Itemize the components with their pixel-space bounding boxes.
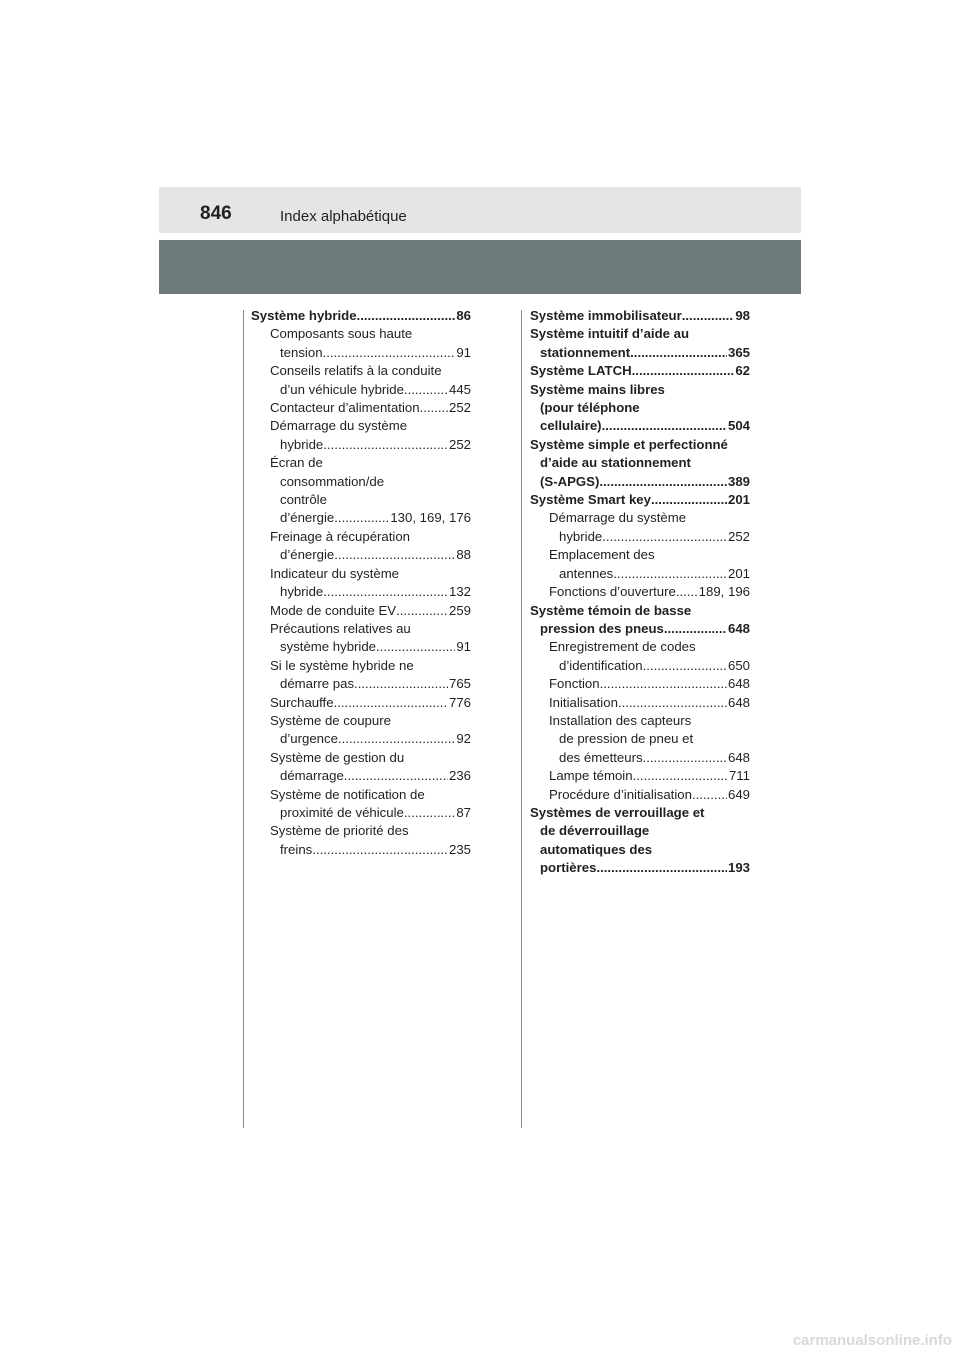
index-subentry <box>270 565 471 602</box>
index-page-ref: 201 <box>727 492 750 508</box>
index-entry-text: Système hybride <box>251 308 357 323</box>
index-entry-text: Installation des capteurs <box>549 712 692 728</box>
index-entry-text: Emplacement des <box>549 547 655 563</box>
index-entry-text: Freinage à récupération <box>270 528 411 544</box>
index-entry-text: Contacteur d’alimentation <box>270 400 420 416</box>
index-entry-text: Initialisation <box>549 694 618 710</box>
index-entry-text: hybride <box>280 436 324 452</box>
index-entry-text: d’un véhicule hybride <box>280 381 404 397</box>
index-entry-line <box>530 473 750 491</box>
index-subentry <box>270 528 471 565</box>
index-entry-line <box>270 436 471 454</box>
index-entry-line <box>270 657 471 675</box>
index-subentry <box>270 822 471 859</box>
index-entry-text: Enregistrement de codes <box>549 639 696 655</box>
index-entry-line <box>270 509 471 527</box>
index-entry-text: pression des pneus <box>540 620 664 636</box>
dot-leader <box>676 583 698 601</box>
index-entry-text: Systèmes de verrouillage et <box>530 804 705 820</box>
index-page-ref: 87 <box>456 804 471 820</box>
index-subentry <box>549 786 750 804</box>
index-page-ref: 189, 196 <box>698 584 750 600</box>
index-entry-line <box>270 325 471 343</box>
index-entry-text: tension <box>280 344 323 360</box>
index-page-ref: 201 <box>727 565 750 581</box>
dot-leader <box>323 344 456 362</box>
index-entry-text: Système LATCH <box>530 363 632 379</box>
index-page-ref: 365 <box>727 344 750 360</box>
index-entry-line <box>549 767 750 785</box>
dot-leader <box>404 381 448 399</box>
dot-leader <box>334 694 448 712</box>
index-entry-line <box>270 841 471 859</box>
index-subentry <box>549 583 750 601</box>
dot-leader <box>599 473 727 491</box>
index-entry-line <box>549 675 750 693</box>
dot-leader <box>664 620 727 638</box>
index-entry <box>530 362 750 380</box>
dot-leader <box>651 491 727 509</box>
index-page-ref: 91 <box>456 639 471 655</box>
index-page-ref: 648 <box>727 694 750 710</box>
index-entry-line <box>270 638 471 656</box>
index-entry-line <box>549 730 750 748</box>
index-entry-line <box>530 436 750 454</box>
dot-leader <box>613 565 727 583</box>
index-page-ref: 92 <box>456 731 471 747</box>
index-entry-line <box>270 602 471 620</box>
index-entry-text: consommation/de <box>280 473 385 489</box>
index-page-ref: 649 <box>727 786 750 802</box>
section-banner <box>159 240 801 294</box>
dot-leader <box>338 730 455 748</box>
index-subentry <box>549 509 750 546</box>
index-entry-line <box>530 620 750 638</box>
index-entry-text: de pression de pneu et <box>559 731 694 747</box>
index-entry-text: Si le système hybride ne <box>270 657 414 673</box>
index-entry-line <box>270 712 471 730</box>
index-entry-text: stationnement <box>540 344 631 360</box>
index-entry-line <box>530 859 750 877</box>
dot-leader <box>312 841 448 859</box>
index-page-ref: 711 <box>728 768 750 784</box>
index-page-ref: 91 <box>456 344 471 360</box>
index-page-ref: 648 <box>727 749 750 765</box>
index-entry-line <box>270 417 471 435</box>
dot-leader <box>344 767 448 785</box>
index-entry-line <box>270 399 471 417</box>
column-rule-right <box>521 310 522 1128</box>
index-entry-line <box>549 638 750 656</box>
dot-leader <box>357 307 456 325</box>
index-entry-text: portières <box>540 860 597 876</box>
index-entry-line <box>270 344 471 362</box>
index-entry <box>530 325 750 362</box>
index-page-ref: 98 <box>735 308 750 323</box>
index-entry-text: Système mains libres <box>530 381 665 397</box>
index-entry-line <box>530 602 750 620</box>
dot-leader <box>602 528 727 546</box>
index-entry <box>530 602 750 639</box>
dot-leader <box>376 638 455 656</box>
index-subentry <box>549 638 750 675</box>
dot-leader <box>618 694 727 712</box>
index-column-left <box>251 307 471 859</box>
index-entry-line <box>530 399 750 417</box>
index-entry-line <box>270 454 471 472</box>
dot-leader <box>630 344 727 362</box>
index-entry-line <box>530 822 750 840</box>
index-page-ref: 252 <box>448 436 471 452</box>
index-subentry <box>270 749 471 786</box>
index-entry-line <box>530 417 750 435</box>
watermark: carmanualsonline.info <box>792 1332 952 1349</box>
index-entry-line <box>530 804 750 822</box>
index-entry-line <box>549 546 750 564</box>
index-subentry <box>549 675 750 693</box>
index-entry-text: Démarrage du système <box>549 510 687 526</box>
index-entry-line <box>270 565 471 583</box>
index-entry-line <box>270 620 471 638</box>
index-entry-text: Système Smart key <box>530 492 651 508</box>
index-entry-text: proximité de véhicule <box>280 804 404 820</box>
index-entry-text: Écran de <box>270 455 323 471</box>
index-page-ref: 504 <box>727 418 750 434</box>
index-subentry <box>270 362 471 399</box>
index-entry-text: Composants sous haute <box>270 326 413 342</box>
index-entry-text: (S-APGS) <box>540 473 600 489</box>
index-subentry <box>270 786 471 823</box>
index-entry-text: démarre pas <box>280 676 355 692</box>
index-page-ref: 765 <box>448 676 471 692</box>
index-entry-text: Mode de conduite EV <box>270 602 397 618</box>
index-entry-line <box>530 381 750 399</box>
dot-leader <box>600 675 727 693</box>
index-entry-text: d’aide au stationnement <box>540 455 691 471</box>
dot-leader <box>323 583 448 601</box>
index-entry-text: Système immobilisateur <box>530 308 682 323</box>
index-page-ref: 776 <box>448 694 471 710</box>
page-number: 846 <box>200 203 232 224</box>
index-entry-text: Système témoin de basse <box>530 602 692 618</box>
index-entry-text: Indicateur du système <box>270 565 400 581</box>
index-entry <box>530 436 750 491</box>
index-entry-line <box>530 841 750 859</box>
index-entry-line <box>251 307 471 325</box>
index-page-ref: 445 <box>448 381 471 397</box>
index-page-ref: 259 <box>448 602 471 618</box>
dot-leader <box>682 307 735 325</box>
index-entry-line <box>270 362 471 380</box>
index-subentry <box>549 767 750 785</box>
dot-leader <box>323 436 448 454</box>
index-entry-text: cellulaire) <box>540 418 602 434</box>
index-entry <box>530 381 750 436</box>
index-subentry <box>270 602 471 620</box>
index-column-right <box>530 307 750 878</box>
index-entry-line <box>270 528 471 546</box>
index-subentry <box>270 325 471 362</box>
index-entry-line <box>270 546 471 564</box>
index-entry-line <box>530 491 750 509</box>
index-entry-text: système hybride <box>280 639 377 655</box>
index-entry-text: (pour téléphone <box>540 400 640 416</box>
index-entry-line <box>549 565 750 583</box>
index-entry-text: d’identification <box>559 657 643 673</box>
index-entry-text: d’énergie <box>280 547 335 563</box>
index-page-ref: 193 <box>727 860 750 876</box>
index-entry-line <box>530 454 750 472</box>
index-subentry <box>549 712 750 767</box>
index-page-ref: 62 <box>735 363 750 379</box>
index-entry-text: Conseils relatifs à la conduite <box>270 363 442 379</box>
index-page-ref: 252 <box>727 528 750 544</box>
dot-leader <box>396 602 448 620</box>
index-subentry <box>270 620 471 657</box>
index-entry <box>530 307 750 325</box>
index-entry-line <box>549 657 750 675</box>
index-entry-line <box>549 786 750 804</box>
index-entry-line <box>270 822 471 840</box>
dot-leader <box>596 859 727 877</box>
index-entry-text: Précautions relatives au <box>270 620 411 636</box>
index-entry-text: antennes <box>559 565 614 581</box>
dot-leader <box>420 399 448 417</box>
index-entry-line <box>549 509 750 527</box>
index-entry-text: Système intuitif d’aide au <box>530 326 690 342</box>
dot-leader <box>633 767 728 785</box>
index-entry-text: Système de coupure <box>270 712 391 728</box>
index-entry-line <box>270 749 471 767</box>
index-page-ref: 648 <box>727 676 750 692</box>
index-entry-text: contrôle <box>280 492 327 508</box>
index-entry-line <box>270 730 471 748</box>
dot-leader <box>602 417 727 435</box>
index-entry-line <box>270 786 471 804</box>
index-entry-text: Surchauffe <box>270 694 334 710</box>
index-entry-line <box>530 344 750 362</box>
index-entry-line <box>270 583 471 601</box>
index-entry-text: Système de priorité des <box>270 823 409 839</box>
section-title: Index alphabétique <box>280 208 407 225</box>
index-entry-line <box>270 767 471 785</box>
index-page-ref: 389 <box>727 473 750 489</box>
index-entry-line <box>549 528 750 546</box>
index-entry-line <box>549 749 750 767</box>
index-page-ref: 86 <box>456 308 471 323</box>
index-subentry <box>549 694 750 712</box>
index-entry-line <box>549 694 750 712</box>
index-entry-text: d’énergie <box>280 510 335 526</box>
index-subentry <box>270 712 471 749</box>
index-page-ref: 132 <box>448 584 471 600</box>
index-entry-text: Procédure d’initialisation <box>549 786 692 802</box>
index-page-ref: 648 <box>727 620 750 636</box>
index-entry <box>530 491 750 509</box>
dot-leader <box>692 786 727 804</box>
index-entry-text: Fonction <box>549 676 600 692</box>
index-entry-text: hybride <box>559 528 603 544</box>
index-page-ref: 252 <box>448 400 471 416</box>
index-entry-line <box>270 675 471 693</box>
index-subentry <box>270 399 471 417</box>
index-subentry <box>549 546 750 583</box>
index-entry-text: freins <box>280 841 313 857</box>
index-entry-line <box>549 583 750 601</box>
index-subentry <box>270 454 471 528</box>
dot-leader <box>643 749 727 767</box>
index-subentry <box>270 417 471 454</box>
index-subentry <box>270 657 471 694</box>
index-entry-text: des émetteurs <box>559 749 643 765</box>
index-entry-line <box>270 381 471 399</box>
index-entry-text: d’urgence <box>280 731 338 747</box>
index-entry-text: Système simple et perfectionné <box>530 436 728 452</box>
header-band <box>159 187 801 233</box>
dot-leader <box>643 657 727 675</box>
index-entry-line <box>270 473 471 491</box>
index-entry-line <box>530 307 750 325</box>
index-entry-text: de déverrouillage <box>540 823 650 839</box>
index-subentry <box>270 694 471 712</box>
dot-leader <box>632 362 735 380</box>
index-entry-text: Lampe témoin <box>549 768 633 784</box>
index-page-ref: 130, 169, 176 <box>390 510 471 526</box>
dot-leader <box>334 509 389 527</box>
index-entry-text: Démarrage du système <box>270 418 408 434</box>
index-page-ref: 236 <box>448 768 471 784</box>
index-entry-line <box>270 804 471 822</box>
index-entry-line <box>530 325 750 343</box>
index-entry-line <box>270 491 471 509</box>
index-entry-line <box>549 712 750 730</box>
index-entry-text: démarrage <box>280 768 344 784</box>
index-page-ref: 88 <box>456 547 471 563</box>
index-page-ref: 235 <box>448 841 471 857</box>
index-entry-text: hybride <box>280 584 324 600</box>
index-entry <box>530 804 750 878</box>
index-page-ref: 650 <box>727 657 750 673</box>
index-entry-text: automatiques des <box>540 841 653 857</box>
dot-leader <box>354 675 448 693</box>
index-entry-text: Système de gestion du <box>270 749 405 765</box>
index-entry <box>251 307 471 325</box>
dot-leader <box>334 546 455 564</box>
index-entry-text: Système de notification de <box>270 786 425 802</box>
index-entry-line <box>270 694 471 712</box>
dot-leader <box>404 804 455 822</box>
index-entry-line <box>530 362 750 380</box>
index-entry-text: Fonctions d’ouverture <box>549 584 676 600</box>
column-rule-left <box>243 310 244 1128</box>
